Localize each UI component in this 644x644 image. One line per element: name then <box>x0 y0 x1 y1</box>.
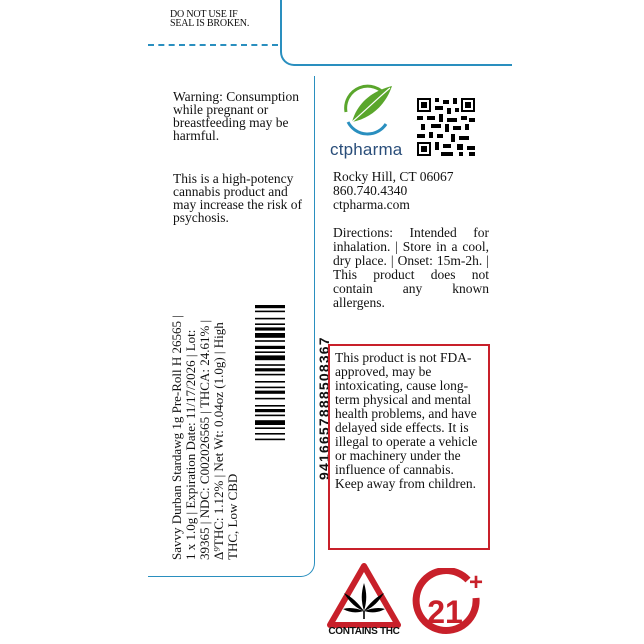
age-number: 21 <box>427 594 463 630</box>
age-21-icon <box>410 568 488 642</box>
cannabis-warning-icon <box>327 563 401 629</box>
phone-number: 860.740.4340 <box>333 183 408 198</box>
product-info: Savvy Durban Stardawg 1g Pre-Roll H 26565 | 1 x 1.0g | Expiration Date: 11/17/2026 | Lot: 39365 | NDC: C002026565 | THCA: 24.61% | Δ⁹THC: 1.12% | Net Wt: 0.04oz (1.0g) | High THC, Low CBD <box>169 315 240 560</box>
brand-name: ctpharma <box>330 140 403 159</box>
address-line: Rocky Hill, CT 06067 <box>333 169 454 184</box>
age-plus: + <box>468 569 484 596</box>
leaf-logo-icon <box>338 82 398 138</box>
contains-thc-label: CONTAINS THC <box>328 626 400 637</box>
fda-warning-box <box>328 344 490 550</box>
potency-warning: This is a high-potency cannabis product and may increase the risk of psychosis. <box>173 171 302 225</box>
website: ctpharma.com <box>333 197 410 212</box>
directions-text: Directions: Intended for inhalation. | Store in a cool, dry place. | Onset: 15m-2h. | This product does not contain any known allergens. <box>333 225 489 310</box>
seal-notice-line-1: DO NOT USE IF <box>170 9 238 20</box>
seal-notice-line-2: SEAL IS BROKEN. <box>170 18 250 29</box>
seal-notice <box>170 10 290 28</box>
barcode-number: 941665788850836​7 <box>316 336 332 480</box>
barcode-icon <box>255 305 285 480</box>
pregnancy-warning: Warning: Consumption while pregnant or breastfeeding may be harmful. <box>173 89 300 143</box>
dashed-divider <box>148 44 278 46</box>
top-panel-border <box>280 0 512 66</box>
fda-warning-text: This product is not FDA-approved, may be intoxicating, cause long-term physical and mental health problems, and have delayed side effects. It is illegal to operate a vehicle or machinery under the influence of cannabis. Keep away from children. <box>335 350 478 491</box>
qr-code-icon <box>417 98 475 156</box>
address-block <box>333 170 503 212</box>
